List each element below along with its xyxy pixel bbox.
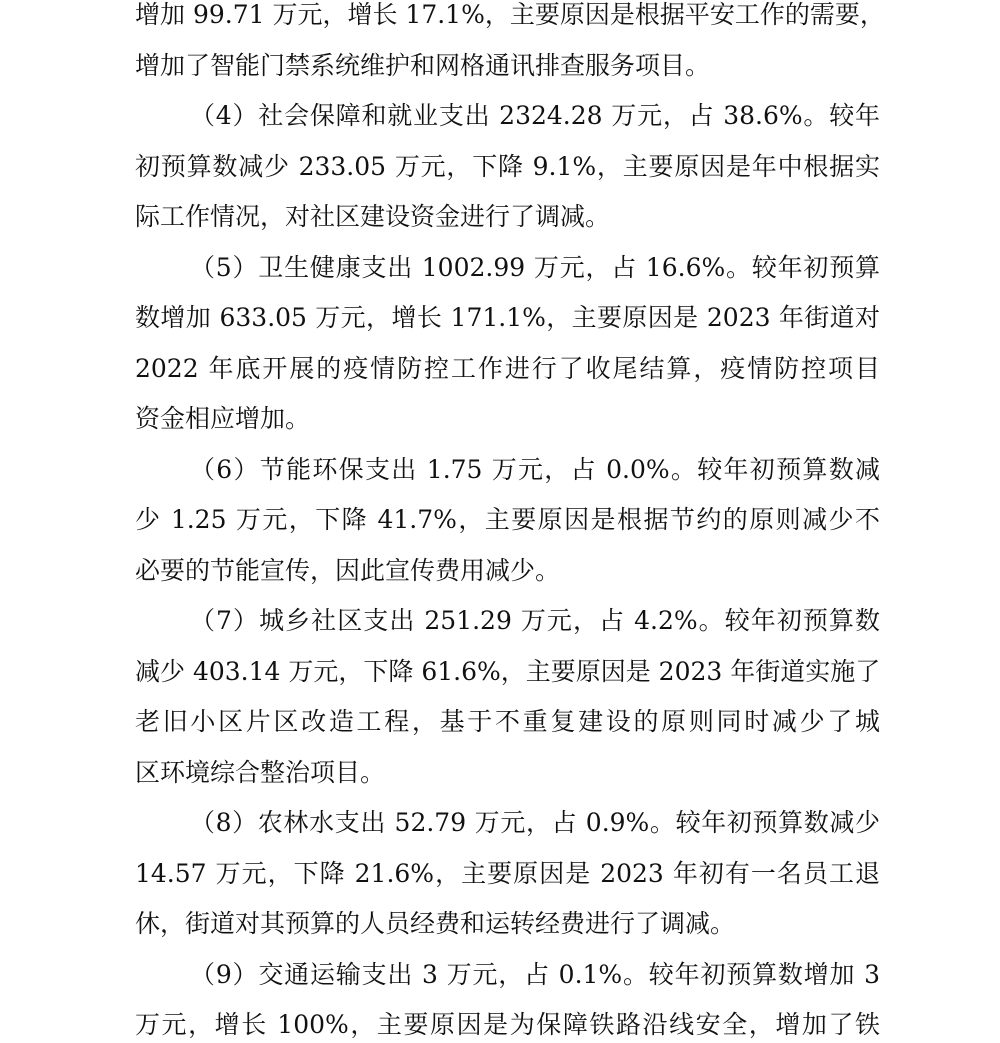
text-line: 必要的节能宣传，因此宣传费用减少。 [135, 555, 561, 585]
text-line: （6）节能环保支出 1.75 万元，占 0.0%。较年初预算数减 [190, 454, 880, 484]
text-line: 少 1.25 万元，下降 41.7%，主要原因是根据节约的原则减少不 [135, 505, 880, 534]
text-line: 2022 年底开展的疫情防控工作进行了收尾结算，疫情防控项目 [135, 353, 880, 383]
text-line: （5）卫生健康支出 1002.99 万元，占 16.6%。较年初预算 [190, 252, 880, 282]
text-line: 老旧小区片区改造工程，基于不重复建设的原则同时减少了城 [135, 707, 880, 736]
text-line: （4）社会保障和就业支出 2324.28 万元，占 38.6%。较年 [190, 101, 880, 130]
text-line: 际工作情况，对社区建设资金进行了调减。 [135, 202, 611, 231]
text-line: 万元，增长 100%，主要原因是为保障铁路沿线安全，增加了铁 [135, 1010, 880, 1039]
text-line: 14.57 万元，下降 21.6%，主要原因是 2023 年初有一名员工退 [135, 858, 880, 888]
text-line: 休，街道对其预算的人员经费和运转经费进行了调减。 [135, 909, 736, 938]
document-body [135, 0, 885, 1043]
text-line: 初预算数减少 233.05 万元，下降 9.1%，主要原因是年中根据实 [135, 151, 880, 181]
text-line: 增加 99.71 万元，增长 17.1%，主要原因是根据平安工作的需要， [135, 0, 885, 29]
text-line: 减少 403.14 万元，下降 61.6%，主要原因是 2023 年街道实施了 [135, 656, 881, 686]
text-line: 数增加 633.05 万元，增长 171.1%，主要原因是 2023 年街道对 [135, 303, 880, 332]
text-line: （7）城乡社区支出 251.29 万元，占 4.2%。较年初预算数 [190, 606, 880, 635]
text-line: （8）农林水支出 52.79 万元，占 0.9%。较年初预算数减少 [190, 808, 880, 837]
text-line: 区环境综合整治项目。 [135, 757, 386, 787]
text-line: 资金相应增加。 [135, 404, 311, 433]
text-line: （9）交通运输支出 3 万元，占 0.1%。较年初预算数增加 3 [190, 959, 880, 989]
text-line: 增加了智能门禁系统维护和网格通讯排查服务项目。 [135, 50, 711, 80]
